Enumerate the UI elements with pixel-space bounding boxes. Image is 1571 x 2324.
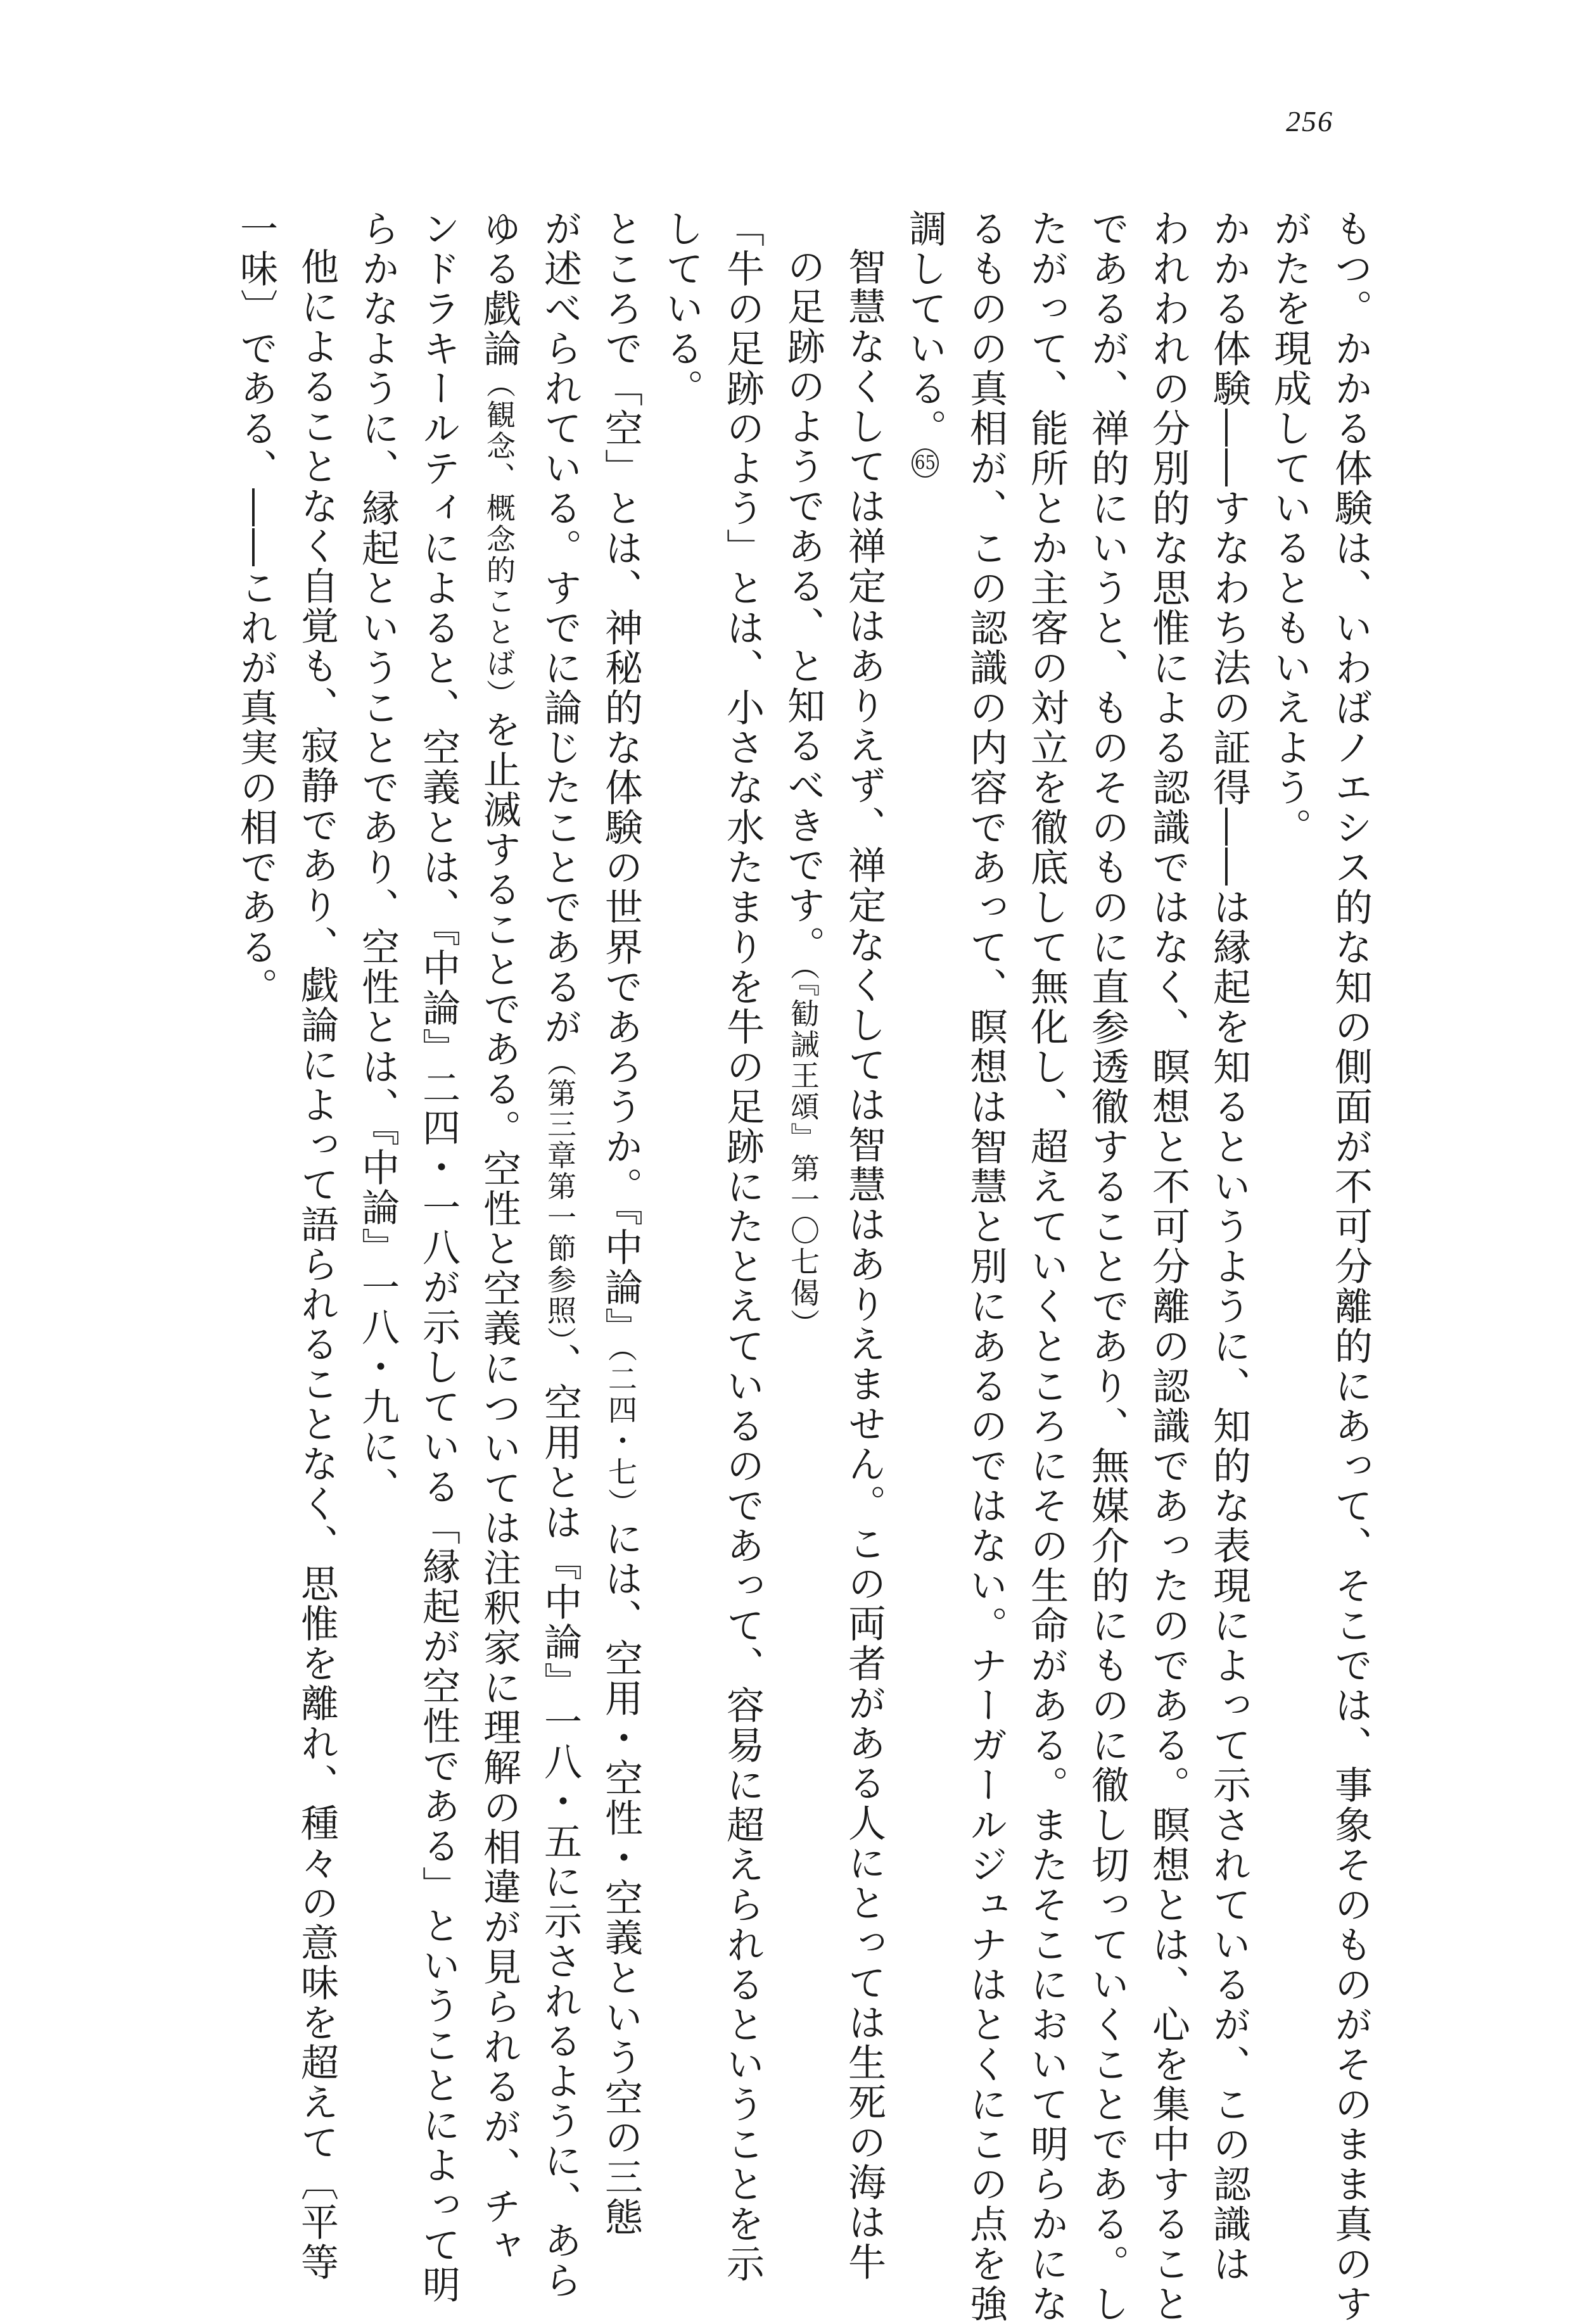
text-fragment: を止滅することである。空性と空義については注釈家に理解の相違が見られるが、チャ — [477, 710, 521, 2266]
text-fragment: 〔平等 — [295, 2162, 339, 2282]
quotation-line — [773, 247, 834, 2071]
text-fragment: ゆる戯論 — [477, 209, 521, 369]
quotation-line: 智慧なくしては禅定はありえず、禅定なくしては智慧はありえません。この両者がある人にとっては生死の海は牛 — [842, 247, 886, 2282]
text-line: われわれの分別的な思惟による認識ではなく、瞑想と不可分離の認識であったのである。瞑想とは、心を集中すること — [1146, 209, 1190, 2324]
reference: （二四・七） — [604, 1347, 638, 1519]
text-line: ンドラキールティによると、空義とは、『中論』二四・一八が示している「縁起が空性である」ということによって明 — [416, 209, 461, 2305]
text-line: るものの真相が、この認識の内容であって、瞑想は智慧と別にあるのではない。ナーガールジュナはとくにこの点を強 — [964, 209, 1008, 2324]
text-line — [590, 209, 651, 2237]
text-line: かかる体験――すなわち法の証得――は縁起を知るというように、知的な表現によって示されているが、この認識は — [1207, 209, 1251, 2284]
text-fragment: が述べられている。すでに論じたことであるが — [538, 209, 582, 1047]
text-line — [530, 209, 590, 2301]
text-line: であるが、禅的にいうと、ものそのものに直参透徹することであり、無媒介的にものに徹し切っていくことである。し — [1085, 209, 1129, 2324]
footnote-reference: 65 — [912, 448, 939, 478]
text-line: らかなように、縁起ということであり、空性とは、『中論』一八・九に、 — [355, 209, 400, 1507]
text-line: 「牛の足跡のよう」とは、小さな水たまりを牛の足跡にたとえているのであって、容易に超えられるということを示 — [720, 209, 765, 2284]
text-fragment: 、空用とは『中論』一八・五に示されるように、あら — [538, 1343, 582, 2301]
text-line: もつ。かかる体験は、いわばノエシス的な知の側面が不可分離的にあって、そこでは、事象そのものがそのまま真のす — [1328, 209, 1373, 2324]
page-number: 256 — [1286, 105, 1333, 137]
text-line: している。 — [659, 209, 704, 409]
quotation-line — [286, 247, 347, 2282]
citation: （『勧誡王頌』第一〇七偈） — [786, 965, 820, 1340]
text-fragment: 他によることなく自覚も、寂静であり、戯論によって語られることなく、思惟を離れ、種々の意味を超えて — [295, 247, 339, 2162]
body-text — [226, 209, 1381, 2324]
text-line — [469, 209, 530, 2266]
reference: （観念、概念的ことば） — [482, 369, 516, 710]
reference: （第三章第一節参照） — [543, 1047, 577, 1343]
text-fragment: の足跡のようである、と知るべきです。 — [781, 247, 825, 965]
text-line: たがって、能所とか主客の対立を徹底して無化し、超えていくところにその生命がある。またそこにおいて明らかにな — [1024, 209, 1069, 2324]
text-fragment: には、空用・空性・空義という空の三態 — [599, 1519, 643, 2237]
quotation-line: 一味〕である、――これが真実の相である。 — [234, 209, 278, 1007]
text-line: がたを現成しているともいえよう。 — [1268, 209, 1312, 848]
text-fragment: 調している。 — [903, 209, 947, 448]
text-line — [894, 209, 955, 2071]
text-fragment: ところで「空」とは、神秘的な体験の世界であろうか。『中論』 — [599, 209, 643, 1347]
